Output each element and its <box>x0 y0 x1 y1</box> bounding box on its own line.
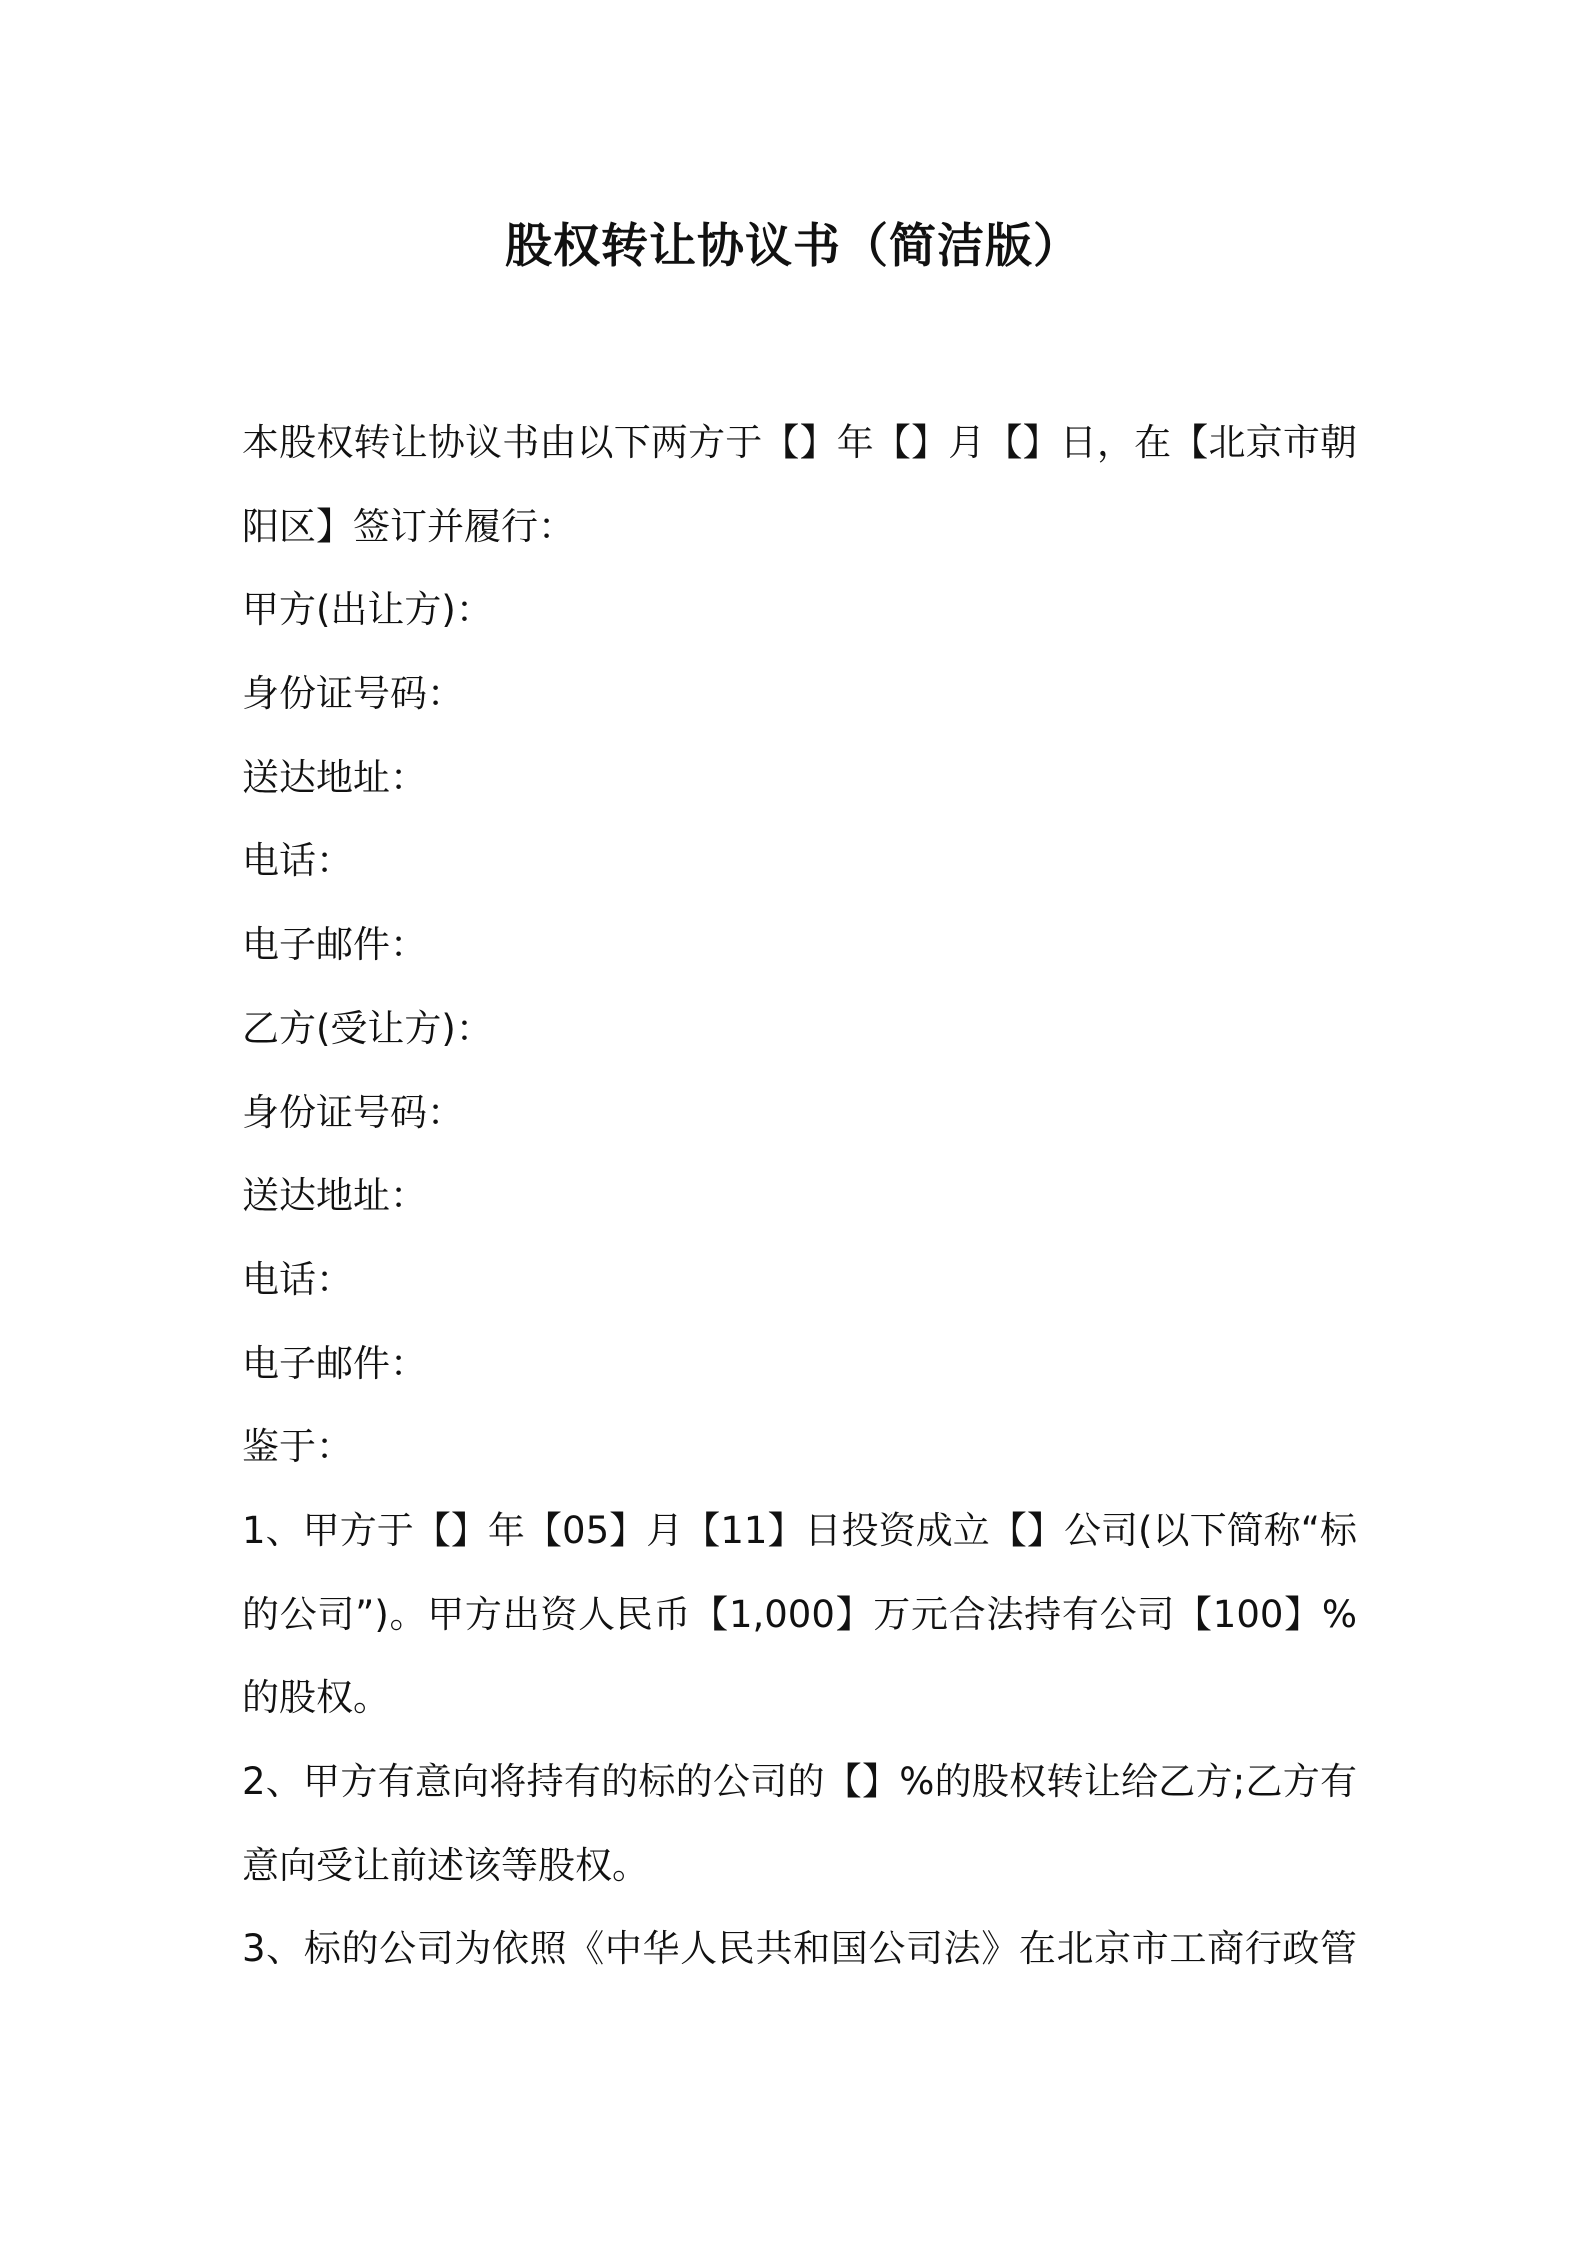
clause-2-line-1: 2、甲方有意向将持有的标的公司的【】%的股权转让给乙方;乙方有 <box>242 1760 1357 1803</box>
clause-1-line-3: 的股权。 <box>242 1676 390 1720</box>
clause-1-line-1: 1、甲方于【】年【05】月【11】日投资成立【】公司(以下简称“标 <box>242 1508 1357 1552</box>
whereas-heading: 鉴于： <box>242 1425 353 1469</box>
clause-1-line-2: 的公司”)。甲方出资人民币【1,000】万元合法持有公司【100】% <box>242 1592 1357 1636</box>
party-a-email: 电子邮件： <box>242 923 427 967</box>
clause-3-line-1: 3、标的公司为依照《中华人民共和国公司法》在北京市工商行政管 <box>242 1927 1357 1971</box>
party-a-phone: 电话： <box>242 839 353 883</box>
party-a-address: 送达地址： <box>242 755 427 799</box>
party-b-heading: 乙方(受让方)： <box>242 1006 493 1050</box>
party-b-phone: 电话： <box>242 1257 353 1301</box>
document-body <box>242 401 1357 1991</box>
intro-line-2: 阳区】签订并履行： <box>242 504 575 548</box>
party-b-id-number: 身份证号码： <box>242 1090 464 1134</box>
party-a-heading: 甲方(出让方)： <box>242 588 493 632</box>
intro-line-1: 本股权转让协议书由以下两方于【】年【】月【】日，在【北京市朝 <box>242 421 1357 464</box>
party-a-id-number: 身份证号码： <box>242 672 464 716</box>
clause-2-line-2: 意向受让前述该等股权。 <box>242 1843 649 1887</box>
document-title: 股权转让协议书（简洁版） <box>505 219 1081 274</box>
party-b-address: 送达地址： <box>242 1174 427 1218</box>
party-b-email: 电子邮件： <box>242 1341 427 1385</box>
